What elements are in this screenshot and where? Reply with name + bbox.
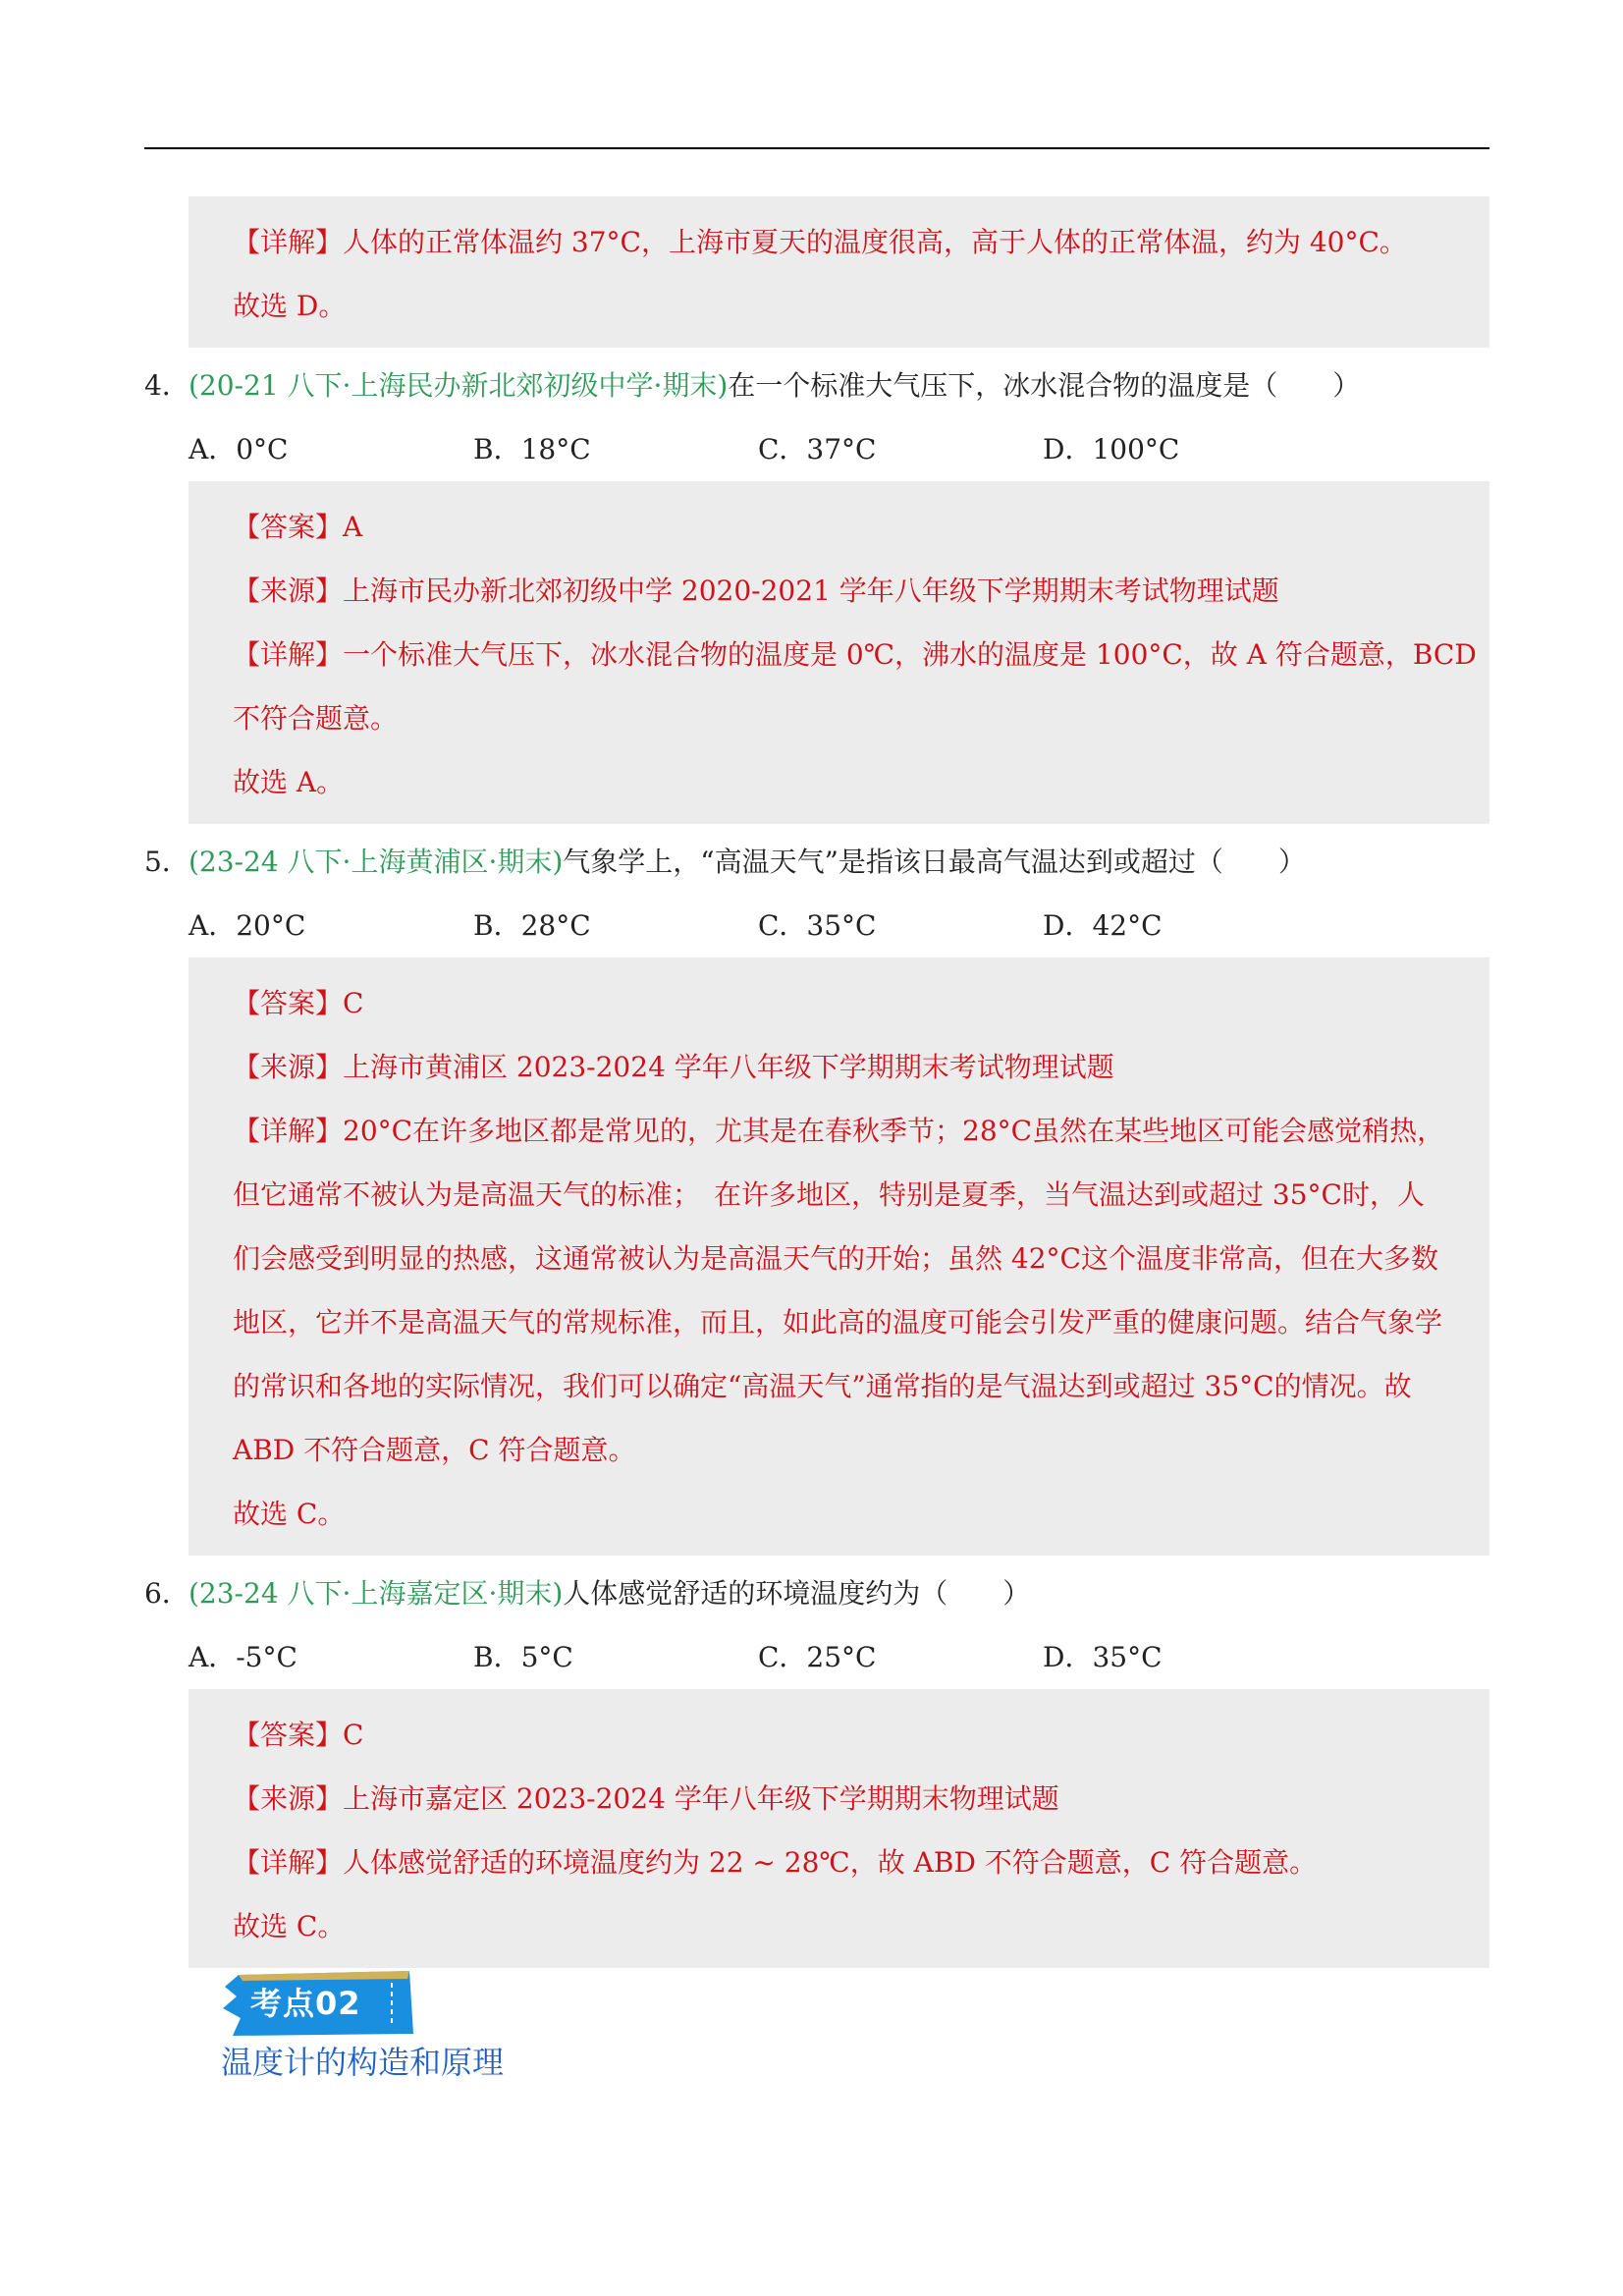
option-c: C．35°C xyxy=(758,909,877,942)
option-d: D．35°C xyxy=(1043,1641,1163,1673)
answer-block-q5 xyxy=(189,957,1489,1556)
answer-block-q6 xyxy=(189,1689,1489,1968)
option-c: C．25°C xyxy=(758,1641,877,1673)
option-a: A．0°C xyxy=(189,433,289,465)
option-b: B．18°C xyxy=(473,433,591,465)
question-6 xyxy=(144,1561,1489,1625)
detail-text: 【详解】20°C在许多地区都是常见的，尤其是在春秋季节；28°C虽然在某些地区可能会感觉稍热，但它通常不被认为是高温天气的标准； 在许多地区，特别是夏季，当气温达到或超过 35°C时，人们会感受到明显的热感，这通常被认为是高温天气的开始；虽然 42°C这个温度非常高，但在大多数地区，它并不是高温天气的常规标准，而且，如此高的温度可能会引发严重的健康问题。结合气象学的常识和各地的实际情况，我们可以确定“高温天气”通常指的是气温达到或超过 35°C的情况。故 ABD 不符合题意，C 符合题意。 xyxy=(233,1115,1445,1466)
choose-text: 故选 A。 xyxy=(233,766,345,798)
option-b: B．28°C xyxy=(473,909,591,942)
section-badge-label: 考点02 xyxy=(250,1985,361,2022)
question-text: 人体感觉舒适的环境温度约为（ ） xyxy=(563,1577,1031,1610)
option-b: B．5°C xyxy=(473,1641,573,1673)
question-source: (23-24 八下·上海嘉定区·期末) xyxy=(189,1577,564,1610)
answer-text: 【答案】C xyxy=(233,1719,364,1751)
choose-text: 故选 C。 xyxy=(233,1498,346,1530)
origin-text: 【来源】上海市嘉定区 2023-2024 学年八年级下学期期末物理试题 xyxy=(233,1782,1059,1815)
options-q5 xyxy=(144,894,1489,957)
option-a: A．-5°C xyxy=(189,1641,298,1673)
options-q4 xyxy=(144,417,1489,481)
answer-text: 【答案】C xyxy=(233,987,364,1019)
detail-text: 【详解】人体感觉舒适的环境温度约为 22 ~ 28℃，故 ABD 不符合题意，C 符合题意。 xyxy=(233,1846,1318,1879)
question-source: (20-21 八下·上海民办新北郊初级中学·期末) xyxy=(189,369,729,402)
option-c: C．37°C xyxy=(758,433,877,465)
options-q6 xyxy=(144,1625,1489,1689)
detail-text: 【详解】一个标准大气压下，冰水混合物的温度是 0℃，沸水的温度是 100°C，故 A 符合题意，BCD xyxy=(233,638,1477,671)
question-number: 5． xyxy=(144,846,189,878)
header-rule xyxy=(144,147,1489,149)
answer-block-q4 xyxy=(189,481,1489,824)
origin-text: 【来源】上海市黄浦区 2023-2024 学年八年级下学期期末考试物理试题 xyxy=(233,1051,1114,1083)
answer-text: 【答案】A xyxy=(233,511,363,543)
question-5 xyxy=(144,830,1489,894)
detail-text-continued: 不符合题意。 xyxy=(233,702,399,735)
option-d: D．42°C xyxy=(1043,909,1163,942)
option-d: D．100°C xyxy=(1043,433,1180,465)
choose-text: 故选 C。 xyxy=(233,1910,346,1942)
document-content xyxy=(144,196,1489,1968)
question-source: (23-24 八下·上海黄浦区·期末) xyxy=(189,846,564,878)
answer-block-q3 xyxy=(189,196,1489,348)
question-number: 6． xyxy=(144,1577,189,1610)
question-text: 气象学上，“高温天气”是指该日最高气温达到或超过（ ） xyxy=(563,846,1306,878)
detail-text: 【详解】人体的正常体温约 37°C，上海市夏天的温度很高，高于人体的正常体温，约为 40°C。 xyxy=(233,226,1407,258)
option-a: A．20°C xyxy=(189,909,306,942)
question-number: 4． xyxy=(144,369,189,402)
origin-text: 【来源】上海市民办新北郊初级中学 2020-2021 学年八年级下学期期末考试物理试题 xyxy=(233,574,1279,607)
question-4 xyxy=(144,354,1489,417)
section-title: 温度计的构造和原理 xyxy=(221,2044,505,2081)
choose-text: 故选 D。 xyxy=(233,290,347,322)
question-text: 在一个标准大气压下，冰水混合物的温度是（ ） xyxy=(728,369,1361,402)
